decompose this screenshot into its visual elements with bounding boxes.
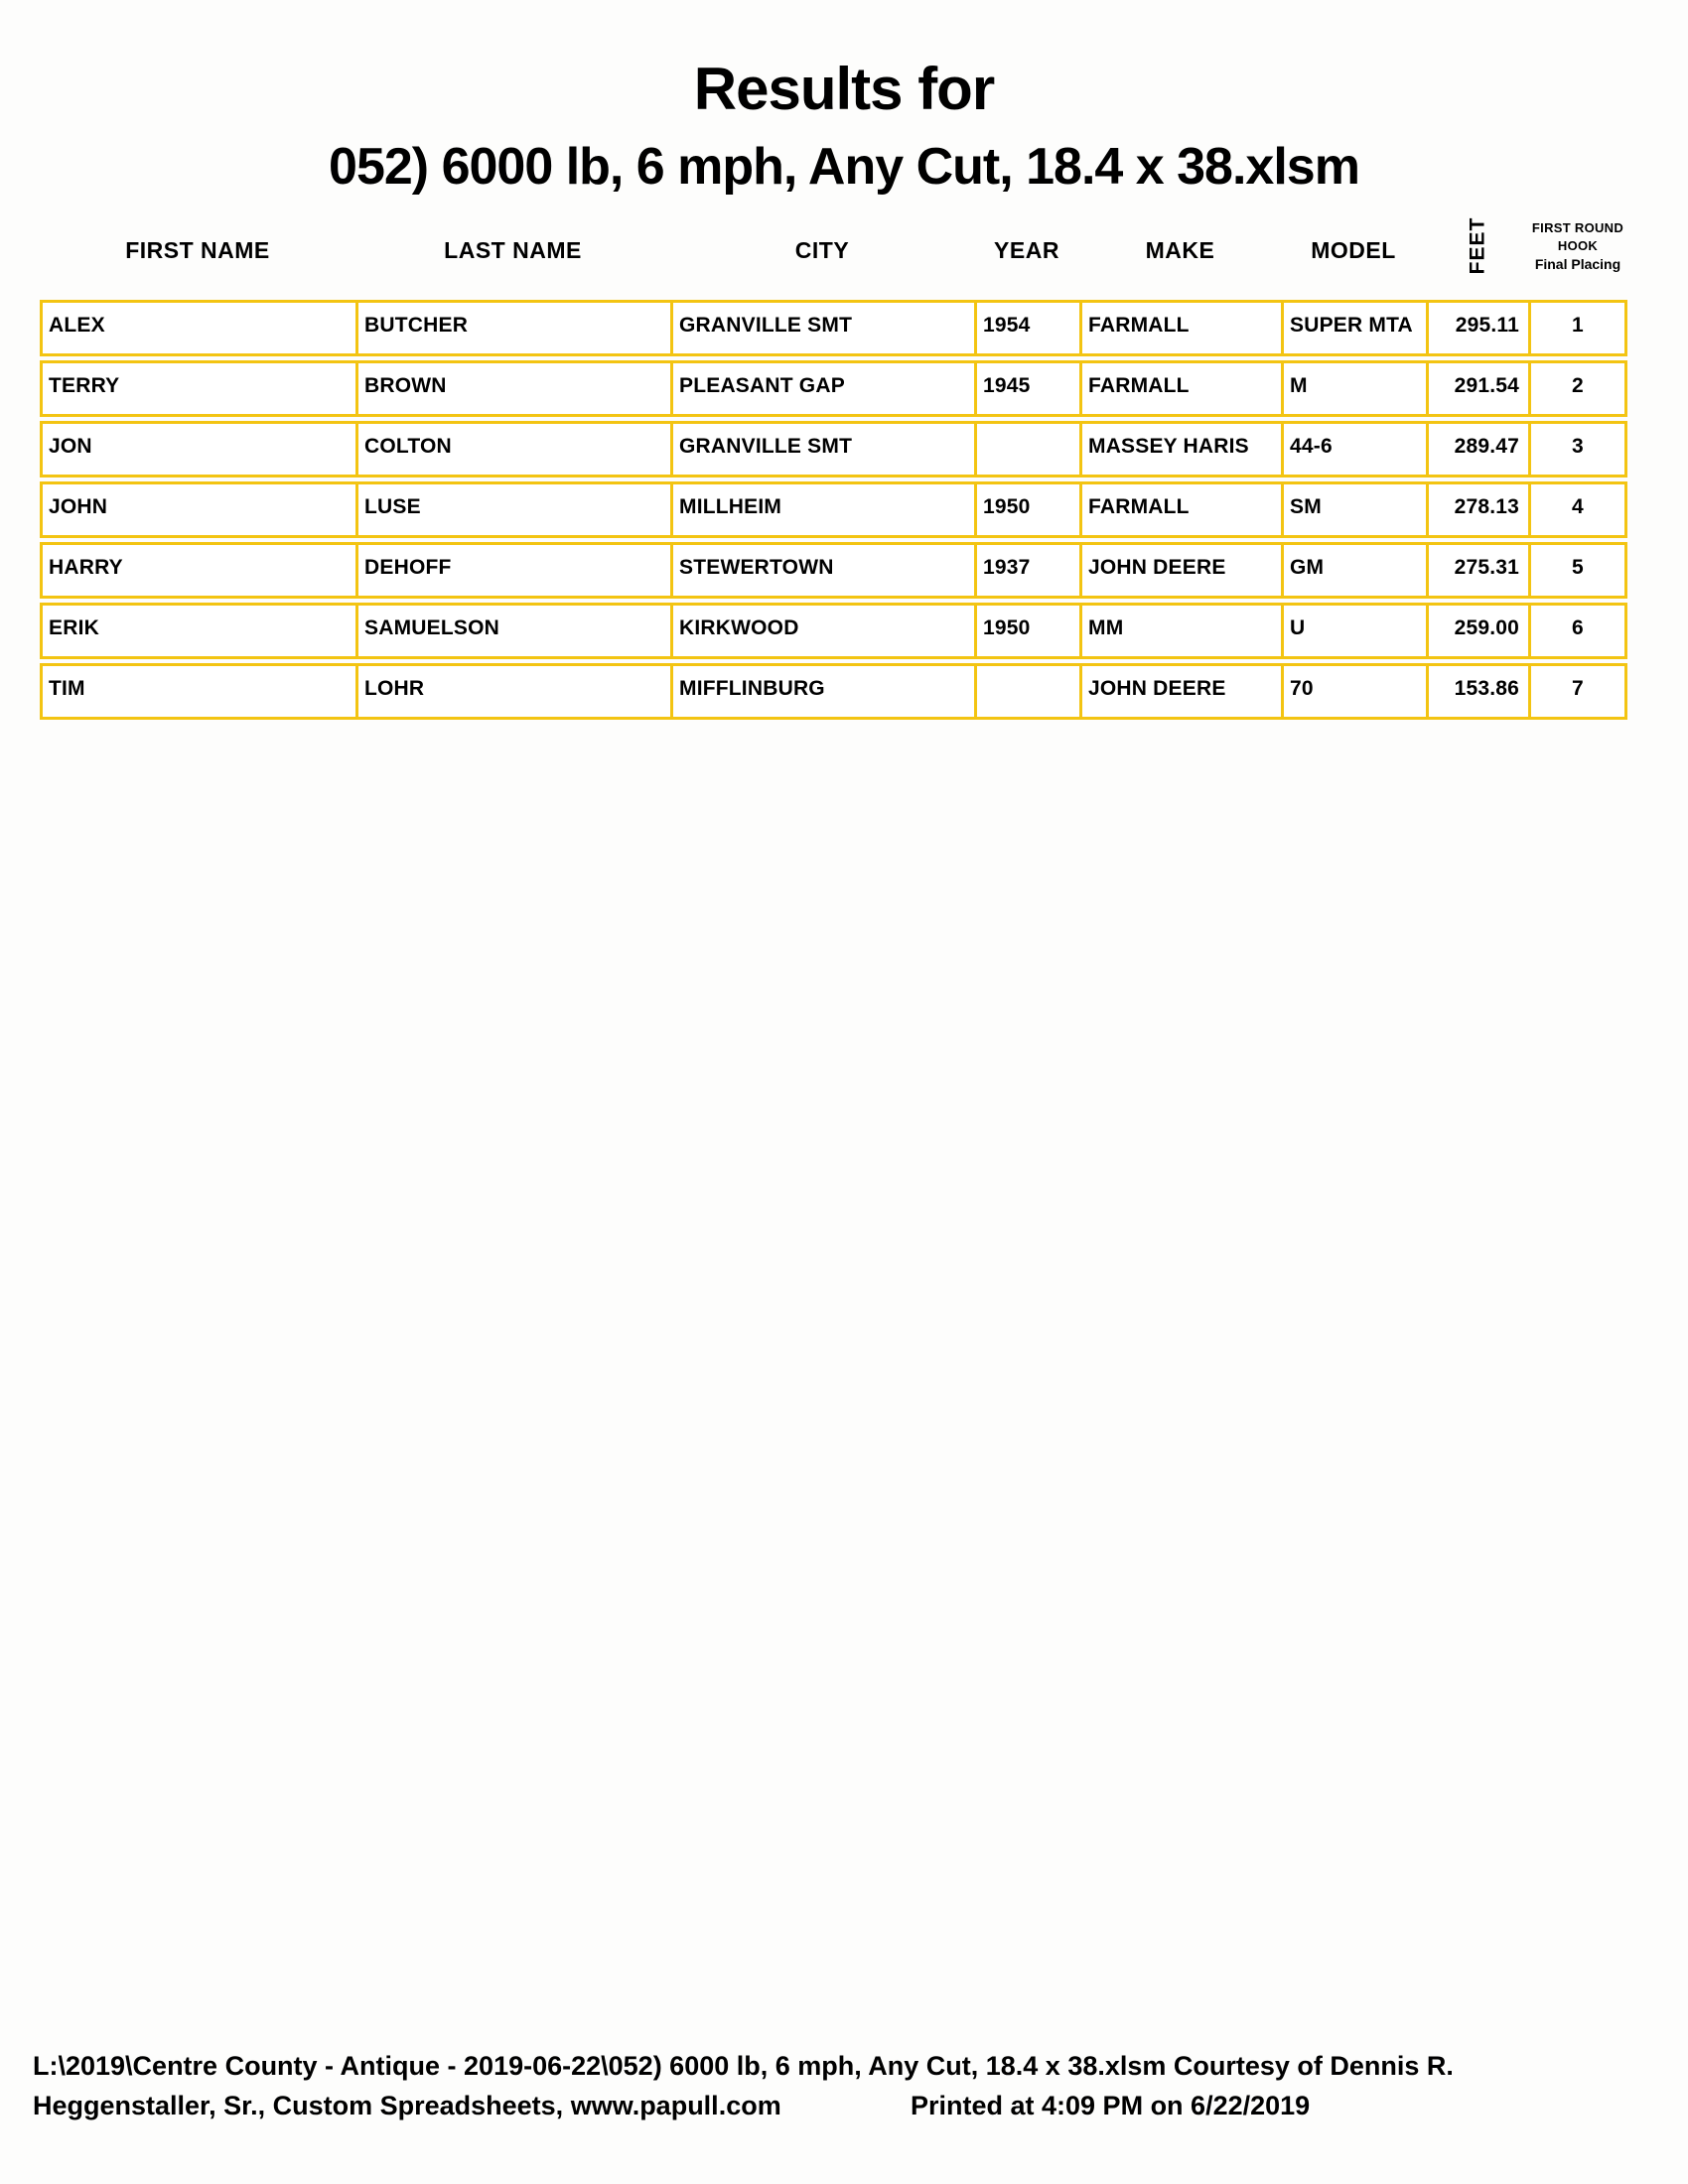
cell-last-name: COLTON xyxy=(355,424,670,475)
column-header-final-placing xyxy=(1528,219,1627,300)
cell-city: GRANVILLE SMT xyxy=(670,303,974,353)
cell-placing: 5 xyxy=(1528,545,1624,596)
cell-placing: 6 xyxy=(1528,606,1624,656)
cell-placing: 3 xyxy=(1528,424,1624,475)
footer-path-line: L:\2019\Centre County - Antique - 2019-06-22\052) 6000 lb, 6 mph, Any Cut, 18.4 x 38.xlsm Courtesy of Dennis R. xyxy=(33,2051,1454,2081)
table-header-row xyxy=(40,199,1627,300)
footer-printed-timestamp: Printed at 4:09 PM on 6/22/2019 xyxy=(911,2091,1311,2120)
cell-model: M xyxy=(1281,363,1426,414)
cell-city: GRANVILLE SMT xyxy=(670,424,974,475)
column-header-label: YEAR xyxy=(994,237,1059,263)
cell-placing: 1 xyxy=(1528,303,1624,353)
cell-last-name: BROWN xyxy=(355,363,670,414)
cell-feet: 259.00 xyxy=(1426,606,1528,656)
cell-city: STEWERTOWN xyxy=(670,545,974,596)
column-header-make xyxy=(1079,239,1281,300)
cell-model: SM xyxy=(1281,484,1426,535)
cell-first-name: ALEX xyxy=(49,314,105,337)
results-table-body xyxy=(40,300,1627,724)
cell-year: 1945 xyxy=(974,363,1079,414)
cell-model: 44-6 xyxy=(1281,424,1426,475)
cell-feet: 291.54 xyxy=(1426,363,1528,414)
column-header-hook-block xyxy=(1532,219,1623,274)
cell-feet: 275.31 xyxy=(1426,545,1528,596)
cell-feet: 278.13 xyxy=(1426,484,1528,535)
cell-feet: 289.47 xyxy=(1426,424,1528,475)
cell-model: 70 xyxy=(1281,666,1426,717)
footer-credit-line: Heggenstaller, Sr., Custom Spreadsheets, www.papull.com xyxy=(33,2091,781,2120)
column-header-label: FIRST NAME xyxy=(125,237,270,263)
cell-first-name: HARRY xyxy=(49,556,123,579)
cell-first-name: ERIK xyxy=(49,616,99,639)
cell-make: JOHN DEERE xyxy=(1079,666,1281,717)
column-header-first-name xyxy=(40,239,355,300)
cell-make: FARMALL xyxy=(1079,303,1281,353)
table-row xyxy=(40,481,1627,538)
cell-year xyxy=(974,666,1079,717)
cell-last-name: LOHR xyxy=(355,666,670,717)
cell-year: 1950 xyxy=(974,606,1079,656)
cell-first-name: JOHN xyxy=(49,495,108,518)
table-row xyxy=(40,421,1627,478)
cell-first-name: TERRY xyxy=(49,374,120,397)
cell-placing: 4 xyxy=(1528,484,1624,535)
cell-feet: 295.11 xyxy=(1426,303,1528,353)
cell-last-name: LUSE xyxy=(355,484,670,535)
table-row xyxy=(40,663,1627,720)
column-header-last-name xyxy=(355,239,670,300)
cell-last-name: SAMUELSON xyxy=(355,606,670,656)
column-header-feet-rotated-label: FEET xyxy=(1465,216,1488,275)
table-row xyxy=(40,603,1627,659)
page-title: Results for xyxy=(693,56,995,122)
cell-model: SUPER MTA xyxy=(1281,303,1426,353)
cell-feet: 153.86 xyxy=(1426,666,1528,717)
cell-make: MASSEY HARIS xyxy=(1079,424,1281,475)
cell-make: MM xyxy=(1079,606,1281,656)
cell-year xyxy=(974,424,1079,475)
table-row xyxy=(40,300,1627,356)
column-header-label: MAKE xyxy=(1145,237,1215,263)
cell-make: FARMALL xyxy=(1079,363,1281,414)
table-row xyxy=(40,360,1627,417)
cell-year: 1937 xyxy=(974,545,1079,596)
cell-year: 1954 xyxy=(974,303,1079,353)
cell-model: GM xyxy=(1281,545,1426,596)
column-header-label: CITY xyxy=(794,237,850,263)
hook-header-line3: Final Placing xyxy=(1534,256,1621,272)
cell-city: KIRKWOOD xyxy=(670,606,974,656)
cell-placing: 7 xyxy=(1528,666,1624,717)
cell-last-name: DEHOFF xyxy=(355,545,670,596)
column-header-model xyxy=(1281,239,1426,300)
cell-city: MIFFLINBURG xyxy=(670,666,974,717)
column-header-label: MODEL xyxy=(1311,237,1396,263)
cell-year: 1950 xyxy=(974,484,1079,535)
table-row xyxy=(40,542,1627,599)
page-subtitle: 052) 6000 lb, 6 mph, Any Cut, 18.4 x 38.xlsm xyxy=(329,138,1359,196)
cell-make: JOHN DEERE xyxy=(1079,545,1281,596)
cell-make: FARMALL xyxy=(1079,484,1281,535)
cell-model: U xyxy=(1281,606,1426,656)
cell-first-name: TIM xyxy=(49,677,85,700)
hook-header-line2: HOOK xyxy=(1557,238,1599,253)
cell-city: MILLHEIM xyxy=(670,484,974,535)
column-header-city xyxy=(670,239,974,300)
cell-city: PLEASANT GAP xyxy=(670,363,974,414)
cell-last-name: BUTCHER xyxy=(355,303,670,353)
column-header-feet xyxy=(1426,216,1528,300)
column-header-label: LAST NAME xyxy=(444,237,582,263)
column-header-year xyxy=(974,239,1079,300)
hook-header-line1: FIRST ROUND xyxy=(1531,220,1624,235)
cell-placing: 2 xyxy=(1528,363,1624,414)
cell-first-name: JON xyxy=(49,435,92,458)
